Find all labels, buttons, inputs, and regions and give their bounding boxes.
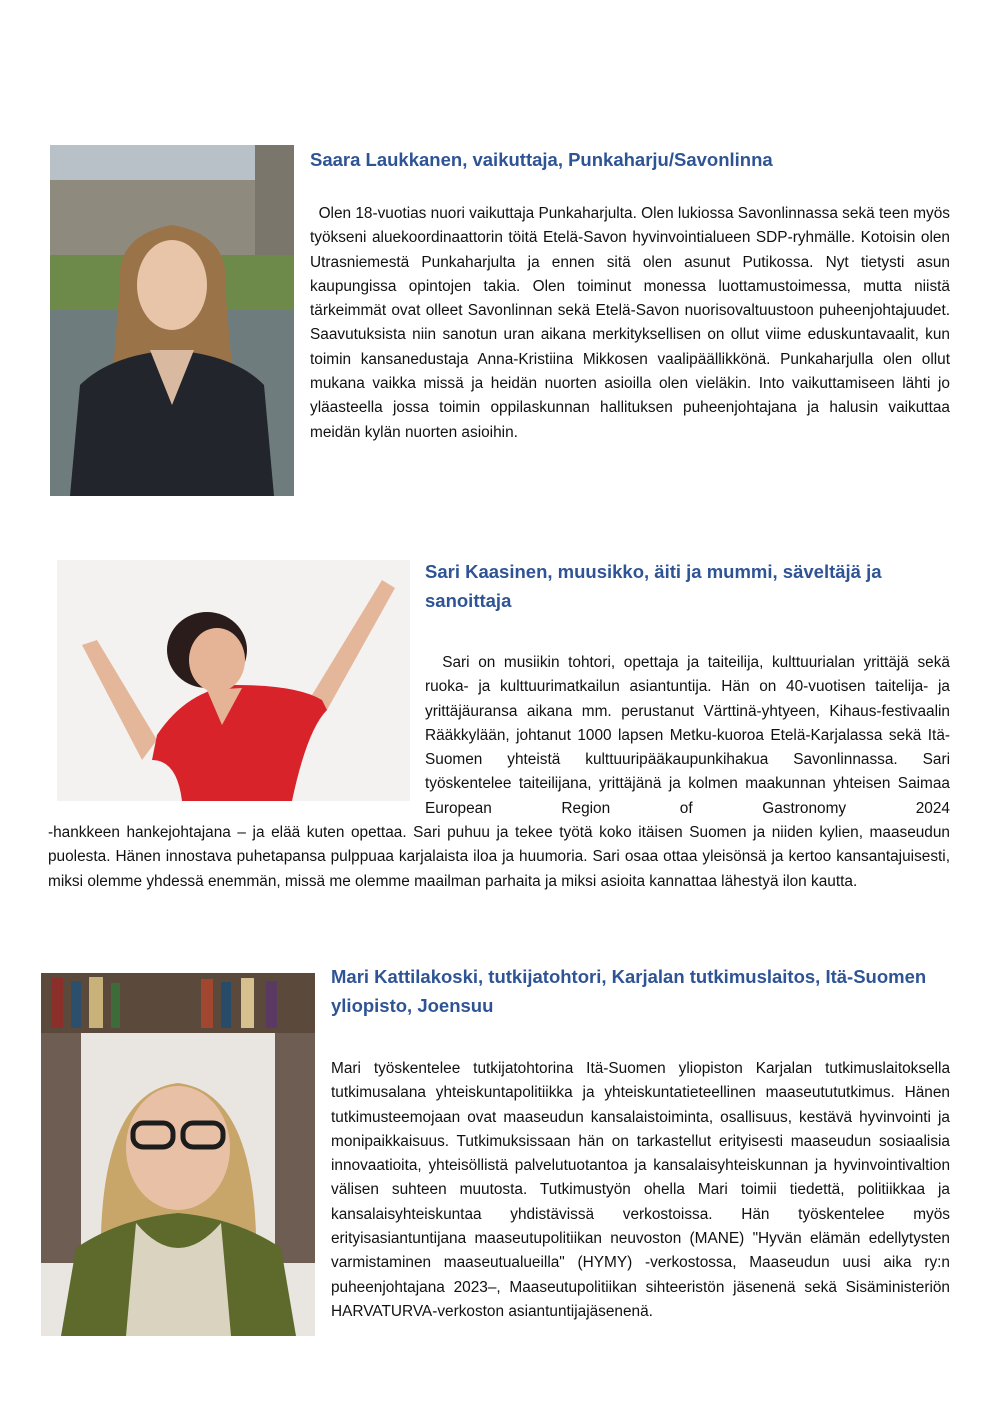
profile-text-sari: Sari on musiikin tohtori, opettaja ja taiteilija, kulttuurialan yrittäjä sekä ruoka- ja kulttuurimatkailun asiantuntija. Hän on 40-vuotisen taitelija- ja yrittäjäuransa aikana mm. perustanut Värttinä-yhtyeen, Kihaus-festivaalin Rääkkylään, johtanut 1000 lapsen Metku-kuoroa Etelä-Karjalassa sekä Itä-Suomen yhteistä kulttuuripääkaupunkihakua Savonlinnassa. Sari työskentelee taiteilijana, yrittäjänä ja kolmen maakunnan yhteisen Saimaa European Region of Gastronomy 2024	[425, 654, 955, 817]
profile-heading-sari: Sari Kaasinen, muusikko, äiti ja mummi, säveltäjä ja sanoittaja	[425, 561, 882, 611]
profile-text-saara: Olen 18-vuotias nuori vaikuttaja Punkaharjulta. Olen lukiossa Savonlinnassa sekä teen myös työkseni aluekoordinaattorin töitä Etelä-Savon hyvinvointialueen SDP-ryhmälle. Kotoisin olen Utrasniemestä Punkaharjulta ja ennen sitä olen asunut Putikossa. Nyt tietysti asun kaupungissa opintojen takia. Olen toiminut monessa luottamustoimessa, mutta niistä tärkeimmät ovat olleet Savonlinnan sekä Etelä-Savon nuorisovaltuustoon puheenjohtajuudet. Saavutuksista niin sanotun uran aikana merkityksellisen on ollut viime eduskuntavaalit, kun toimin kansanedustaja Anna-Kristiina Mikkosen vaalipäällikkönä. Punkaharjulla olen ollut mukana vaikka missä ja heidän nuorten asioilla olen vieläkin. Into vaikuttamiseen lähti jo yläasteella jossa toimin oppilaskunnan hallituksen puheenjohtajana ja halusin vaikuttaa meidän kylän nuorten asioihin.	[310, 205, 955, 441]
profile-text-mari: Mari työskentelee tutkijatohtorina Itä-Suomen yliopiston Karjalan tutkimuslaitoksella tutkimusalana yhteiskuntapolitiikka ja yhteiskuntatieteellinen maaseutututkimus. Hänen tutkimusteemojaan ovat maaseudun kansalaistoiminta, osallisuus, kestävä hyvinvointi ja monipaikkaisuus. Tutkimuksissaan hän on tarkastellut erityisesti maaseudun sosiaalisia innovaatioita, yhteisöllistä palvelutuotantoa ja kansalaisyhteiskunnan ja hyvinvointivaltion välisen suhteen muutosta. Tutkimustyön ohella Mari toimii tiedettä, politiikkaa ja kansalaisyhteiskuntaa yhdistävissä verkostoissa. Hän työskentelee myös erityisasiantuntijana maaseutupolitiikan neuvoston (MANE) "Hyvän elämän edellytysten varmistaminen maaseutualueilla" (HYMY) -verkostossa, Maaseudun uusi aika ry:n puheenjohtajana 2023–, Maaseutupolitiikan sihteeristön jäsenenä sekä Sisäministeriön HARVATURVA-verkoston asiantuntijajäsenenä.	[331, 1060, 950, 1320]
profile-heading-mari: Mari Kattilakoski, tutkijatohtori, Karjalan tutkimuslaitos, Itä-Suomen yliopisto, Joensuu	[331, 966, 927, 1016]
portrait-photo-mari	[41, 973, 315, 1336]
profile-text-sari-continued: -hankkeen hankejohtajana – ja elää kuten opettaa. Sari puhuu ja tekee työtä koko itäisen Suomen ja niiden kylien, maaseudun puolesta. Hänen innostava puhetapansa pulppuaa karjalaista iloa ja huumoria. Sari osaa ottaa yleisönsä ja kertoo kansantajuisesti, miksi olemme yhdessä enemmän, missä me olemme maailman parhaita ja miksi asioita kannattaa lähestyä ilon kautta.	[48, 824, 950, 890]
portrait-photo-sari	[57, 560, 410, 801]
portrait-photo-saara	[50, 145, 294, 496]
profile-heading-saara: Saara Laukkanen, vaikuttaja, Punkaharju/Savonlinna	[310, 149, 773, 170]
